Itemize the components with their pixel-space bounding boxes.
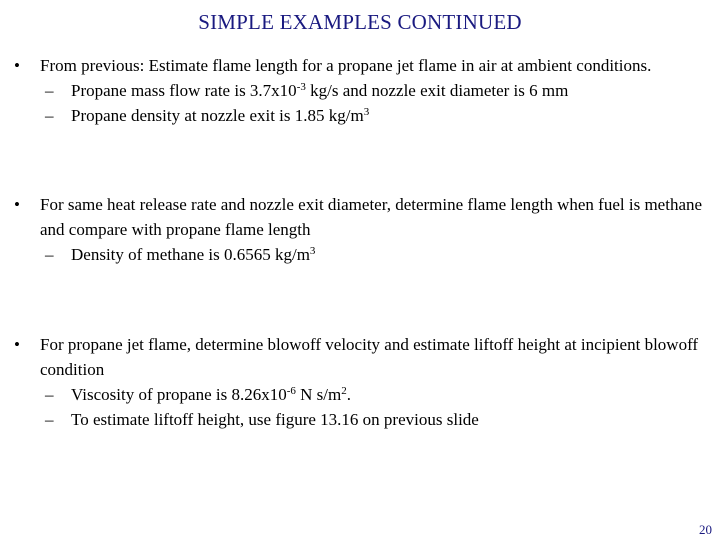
sub-item-text: Density of methane is 0.6565 $kg/m^3$ <box>71 245 316 264</box>
sub-item <box>45 407 704 432</box>
page-number: 20 <box>699 522 712 537</box>
bullet-item-methane <box>14 192 704 267</box>
sub-item <box>45 242 704 267</box>
dash-icon: – <box>45 106 54 125</box>
bullet-text: From previous: Estimate flame length for a propane jet flame in air at ambient conditions. <box>40 56 652 75</box>
bullet-text: For same heat release rate and nozzle exit diameter, determine flame length when fuel is methane and compare with propane flame length <box>40 195 703 239</box>
sub-item-text: Viscosity of propane is $8.26x10^{-6}$ N $s/m^2$. <box>71 385 351 404</box>
bullet-icon: • <box>14 335 20 354</box>
dash-icon: – <box>45 410 54 429</box>
bullet-icon: • <box>14 195 20 214</box>
bullet-item-flame-length <box>14 53 704 128</box>
slide-title: SIMPLE EXAMPLES CONTINUED <box>198 10 522 34</box>
sub-item <box>45 103 704 128</box>
sub-item-text: Propane density at nozzle exit is 1.85 $kg/m^3$ <box>71 106 370 125</box>
dash-icon: – <box>45 245 54 264</box>
bullet-text: For propane jet flame, determine blowoff velocity and estimate liftoff height at incipient blowoff condition <box>40 335 699 379</box>
sub-item-text: To estimate liftoff height, use figure 13.16 on previous slide <box>71 410 479 429</box>
dash-icon: – <box>45 81 54 100</box>
dash-icon: – <box>45 385 54 404</box>
bullet-icon: • <box>14 56 20 75</box>
sub-item <box>45 78 704 103</box>
sub-item <box>45 382 704 407</box>
bullet-item-blowoff <box>14 332 704 432</box>
sub-item-text: Propane mass flow rate is $3.7x10^{-3}$ kg/s and nozzle exit diameter is 6 mm <box>71 81 569 100</box>
